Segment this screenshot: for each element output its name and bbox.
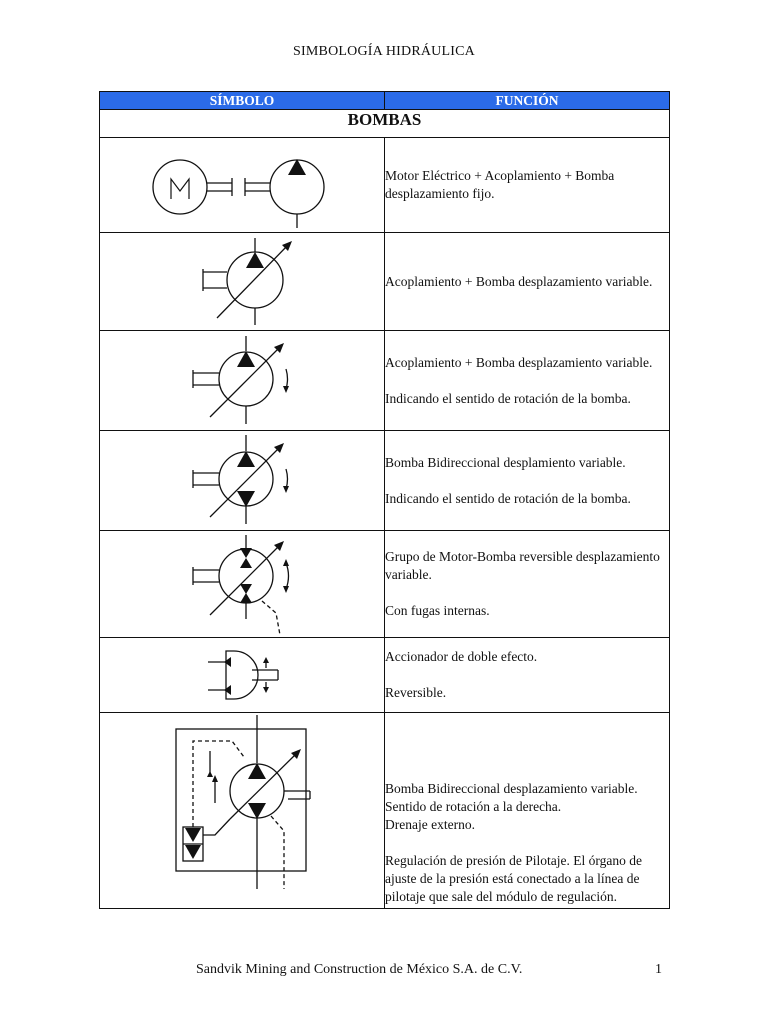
symbol-cell (100, 531, 385, 638)
function-cell (385, 138, 670, 233)
symbol-cell (100, 233, 385, 331)
document-title: SIMBOLOGÍA HIDRÁULICA (293, 44, 475, 59)
symbol-cell (100, 431, 385, 531)
table-row (100, 638, 670, 713)
symbol-cell (100, 331, 385, 431)
table-row (100, 233, 670, 331)
function-text: Bomba Bidireccional desplamiento variable. (385, 454, 626, 470)
table-row (100, 713, 670, 909)
function-cell (385, 531, 670, 638)
function-text: Con fugas internas. (385, 603, 490, 618)
function-text: Motor Eléctrico + Acoplamiento + Bomba desplazamiento fijo. (385, 168, 615, 201)
table-row (100, 138, 670, 233)
electric-motor-fixed-pump-symbol (100, 138, 385, 233)
bidirectional-pump-pilot-regulation-symbol (100, 713, 385, 909)
symbol-cell (100, 713, 385, 909)
function-text: Bomba Bidireccional desplazamiento variable. Sentido de rotación a la derecha. Drenaje externo. (385, 781, 638, 832)
symbol-cell (100, 638, 385, 713)
table-row (100, 331, 670, 431)
function-cell (385, 431, 670, 531)
symbol-column-header: SÍMBOLO (100, 92, 385, 110)
variable-pump-symbol (100, 233, 385, 331)
function-column-header: FUNCIÓN (385, 92, 670, 110)
function-cell (385, 713, 670, 909)
variable-pump-rotation-symbol (100, 331, 385, 431)
function-text: Indicando el sentido de rotación de la bomba. (385, 490, 631, 506)
symbol-table (99, 91, 670, 909)
function-text: Accionador de doble efecto. (385, 649, 538, 664)
symbol-cell (100, 138, 385, 233)
function-text: Reversible. (385, 685, 447, 700)
function-text: Indicando el sentido de rotación de la bomba. (385, 390, 631, 406)
section-title: BOMBAS (100, 110, 670, 138)
reversible-motor-pump-symbol (100, 531, 385, 638)
function-text: Acoplamiento + Bomba desplazamiento variable. (385, 354, 653, 370)
function-text: Acoplamiento + Bomba desplazamiento variable. (385, 273, 653, 289)
table-header-row (100, 92, 670, 110)
double-acting-actuator-symbol (100, 638, 385, 713)
function-text: Grupo de Motor-Bomba reversible desplazamiento variable. (385, 549, 660, 582)
table-row (100, 531, 670, 638)
footer-company: Sandvik Mining and Construction de México S.A. de C.V. (196, 962, 523, 977)
bidirectional-variable-pump-symbol (100, 431, 385, 531)
page-number: 1 (655, 962, 662, 977)
function-cell (385, 638, 670, 713)
function-cell (385, 233, 670, 331)
table-row (100, 431, 670, 531)
function-text: Regulación de presión de Pilotaje. El órgano de ajuste de la presión está conectado a la línea de pilotaje que sale del módulo de regulación. (385, 853, 642, 904)
function-cell (385, 331, 670, 431)
section-row (100, 110, 670, 138)
